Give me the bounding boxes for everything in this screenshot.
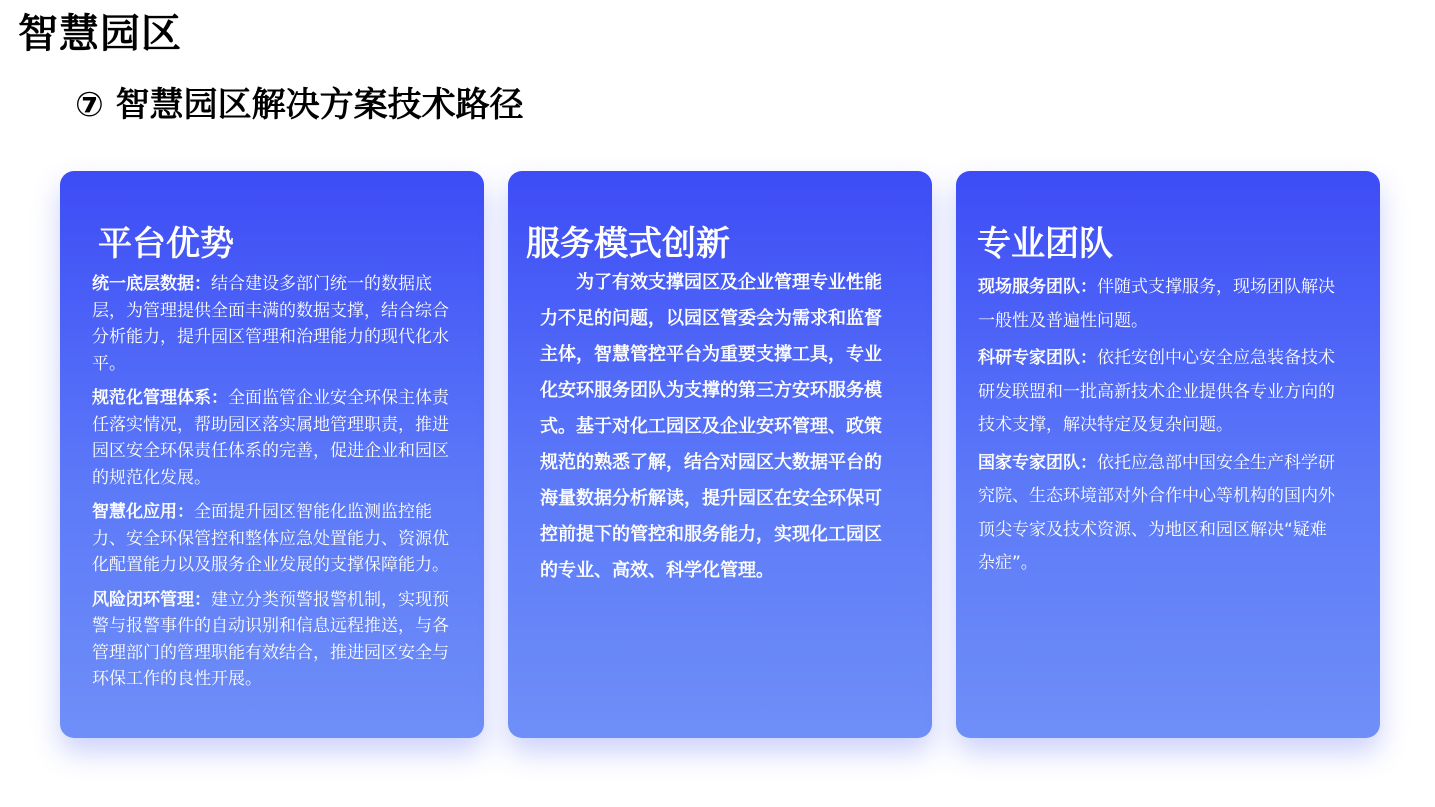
item-text: 依托应急部中国安全生产科学研究院、生态环境部对外合作中心等机构的国内外顶尖专家及技术资源、为地区和园区解决“疑难杂症”。 <box>978 452 1335 573</box>
list-item <box>978 271 1340 338</box>
service-model-card <box>508 171 932 738</box>
item-text: 伴随式支撑服务，现场团队解决一般性及普遍性问题。 <box>978 277 1335 331</box>
list-item <box>978 342 1340 443</box>
list-item <box>92 385 454 491</box>
item-text: 全面监管企业安全环保主体责任落实情况，帮助园区落实属地管理职责，推进园区安全环保责任体系的完善，促进企业和园区的规范化发展。 <box>92 388 449 488</box>
item-text: 依托安创中心安全应急装备技术研发联盟和一批高新技术企业提供各专业方向的技术支撑，解决特定及复杂问题。 <box>978 348 1335 435</box>
item-text: 建立分类预警报警机制，实现预警与报警事件的自动识别和信息远程推送，与各管理部门的管理职能有效结合，推进园区安全与环保工作的良性开展。 <box>92 589 449 689</box>
item-title: 现场服务团队： <box>978 277 1097 297</box>
list-item <box>92 499 454 579</box>
card-body <box>978 271 1340 585</box>
list-item <box>978 447 1340 581</box>
item-title: 科研专家团队： <box>978 348 1097 368</box>
professional-team-card <box>956 171 1380 738</box>
page-title: 智慧园区 <box>18 11 182 57</box>
item-title: 风险闭环管理： <box>92 589 211 610</box>
card-body: 为了有效支撑园区及企业管理专业性能力不足的问题，以园区管委会为需求和监督主体，智慧管控平台为重要支撑工具，专业化安环服务团队为支撑的第三方安环服务模式。基于对化工园区及企业安环管理、政策规范的熟悉了解，结合对园区大数据平台的海量数据分析解读，提升园区在安全环保可控前提下的管控和服务能力，实现化工园区的专业、高效、科学化管理。 <box>540 272 882 581</box>
item-text: 全面提升园区智能化监测监控能力、安全环保管控和整体应急处置能力、资源优化配置能力以及服务企业发展的支撑保障能力。 <box>92 502 449 575</box>
list-item <box>92 271 454 377</box>
item-title: 统一底层数据： <box>92 274 211 294</box>
item-title: 规范化管理体系： <box>92 388 228 408</box>
item-title: 国家专家团队： <box>978 452 1097 473</box>
list-item <box>92 587 454 693</box>
card-heading: 平台优势 <box>98 224 234 264</box>
card-heading: 专业团队 <box>977 224 1113 264</box>
card-body <box>92 271 454 701</box>
card-heading: 服务模式创新 <box>526 224 730 264</box>
item-text: 结合建设多部门统一的数据底层，为管理提供全面丰满的数据支撑，结合综合分析能力，提升园区管理和治理能力的现代化水平。 <box>92 274 449 374</box>
item-title: 智慧化应用： <box>92 502 194 522</box>
platform-advantage-card <box>60 171 484 738</box>
section-subtitle: ⑦ 智慧园区解决方案技术路径 <box>75 85 524 125</box>
